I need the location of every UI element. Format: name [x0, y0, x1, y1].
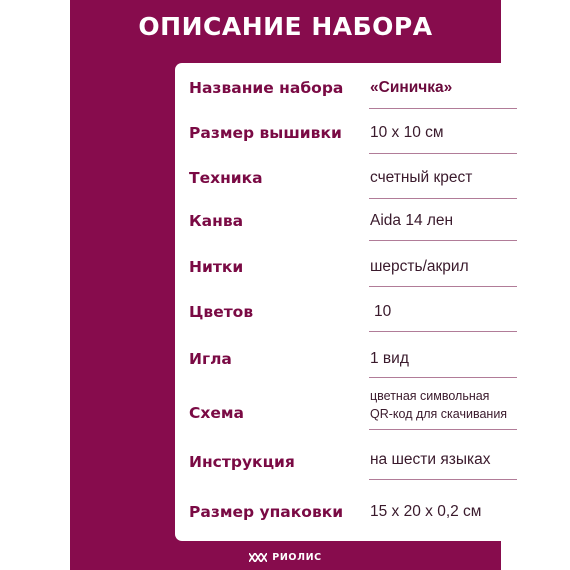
row-divider: [369, 331, 517, 332]
row-divider: [369, 240, 517, 241]
spec-value: 15 х 20 х 0,2 см: [370, 503, 482, 520]
spec-value-line-1: цветная символьная: [370, 389, 490, 403]
row-divider: [369, 479, 517, 480]
spec-label: Размер вышивки: [189, 124, 342, 142]
row-divider: [369, 377, 517, 378]
spec-value: счетный крест: [370, 169, 473, 186]
background-panel: [70, 0, 508, 570]
spec-value: «Синичка»: [370, 79, 453, 96]
spec-label: Канва: [189, 212, 244, 230]
spec-label: Размер упаковки: [189, 503, 344, 521]
spec-label: Техника: [189, 169, 263, 187]
spec-value: 10 х 10 см: [370, 124, 444, 141]
row-divider: [369, 198, 517, 199]
brand-name: РИОЛИС: [272, 552, 322, 563]
row-divider: [369, 429, 517, 430]
brand-logo: [249, 552, 321, 563]
spec-label: Схема: [189, 404, 245, 422]
spec-value: Aida 14 лен: [370, 212, 454, 229]
spec-label: Инструкция: [189, 453, 295, 471]
spec-label: Нитки: [189, 258, 244, 276]
footer-brand: [70, 547, 501, 565]
row-divider: [369, 286, 517, 287]
spec-label: Игла: [189, 350, 232, 368]
spec-value: шерсть/акрил: [370, 258, 469, 275]
row-divider: [369, 153, 517, 154]
page-title: ОПИСАНИЕ НАБОРА: [138, 12, 433, 41]
spec-value-line-2: QR-код для скачивания: [370, 407, 508, 421]
xxx-logo-icon: [249, 553, 267, 562]
spec-label: Название набора: [189, 79, 344, 97]
row-divider: [369, 108, 517, 109]
spec-value: 10: [374, 303, 392, 320]
spec-value: 1 вид: [370, 350, 409, 367]
spec-label: Цветов: [189, 303, 254, 321]
spec-card: [175, 63, 533, 541]
spec-value: на шести языках: [370, 451, 491, 468]
